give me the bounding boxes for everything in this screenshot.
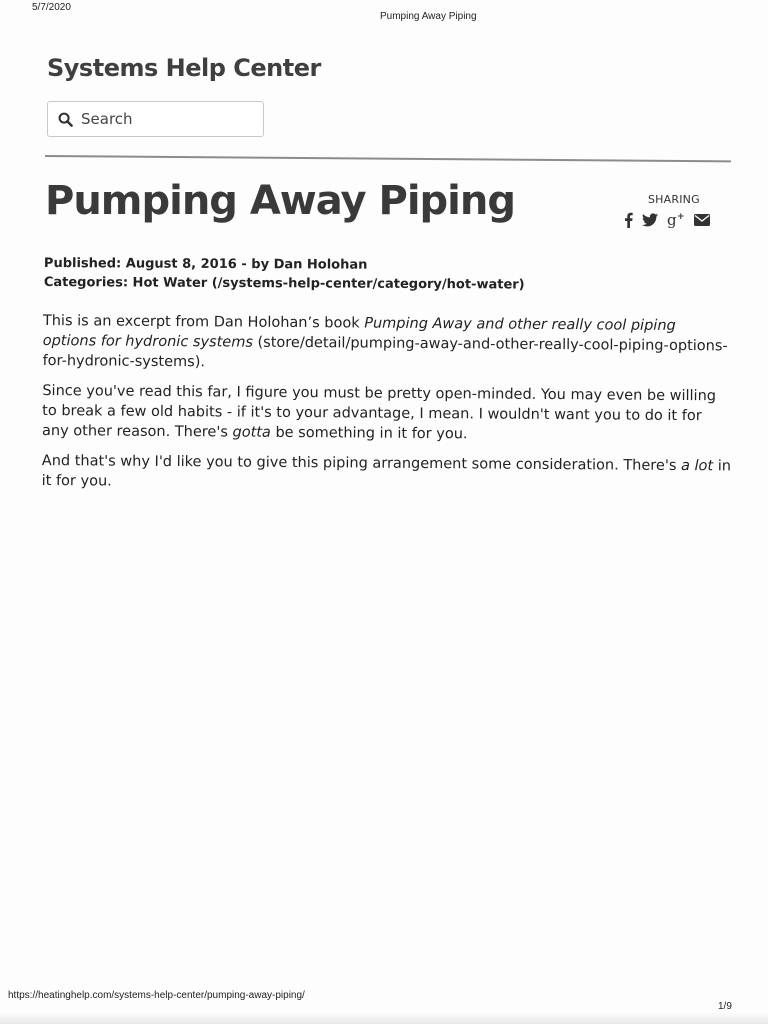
paragraph — [43, 311, 733, 376]
svg-text:g: g — [667, 212, 677, 228]
google-plus-icon[interactable] — [667, 212, 685, 228]
paragraph-text: (store/detail/pumping-away-and-other-really-cool-piping-options-for-hydronic-systems). — [42, 334, 728, 371]
article-meta — [44, 254, 525, 295]
header-divider — [45, 155, 731, 162]
emphasis-text: gotta — [232, 424, 271, 441]
search-icon — [58, 112, 73, 127]
book-title-link[interactable]: Pumping Away and other really cool piping options for hydronic systems — [42, 315, 676, 351]
search-input[interactable] — [81, 110, 241, 128]
svg-text:+: + — [677, 212, 685, 222]
print-page-number: 1/9 — [718, 1001, 732, 1012]
facebook-icon[interactable] — [624, 212, 633, 228]
paragraph-text: be something in it for you. — [270, 424, 468, 443]
emphasis-text: a lot — [680, 458, 714, 475]
site-title[interactable]: Systems Help Center — [47, 54, 321, 82]
published-line: Published: August 8, 2016 - by Dan Holohan — [43, 255, 368, 273]
email-icon[interactable] — [694, 214, 710, 226]
sharing-label: SHARING — [648, 193, 700, 206]
twitter-icon[interactable] — [642, 213, 658, 227]
categories-line[interactable]: Categories: Hot Water (/systems-help-center/category/hot-water) — [43, 274, 525, 293]
print-footer-url: https://heatinghelp.com/systems-help-center/pumping-away-piping/ — [8, 990, 305, 1001]
paragraph-text: in it for you. — [41, 458, 732, 490]
print-date: 5/7/2020 — [32, 2, 71, 13]
article-title: Pumping Away Piping — [45, 178, 516, 224]
search-box[interactable] — [47, 101, 264, 137]
paragraph — [42, 451, 732, 496]
print-page-title: Pumping Away Piping — [380, 11, 477, 22]
paragraph — [42, 381, 732, 446]
paragraph-text: This is an excerpt from Dan Holohan’s book — [42, 312, 365, 332]
share-icons — [624, 212, 710, 228]
paragraph-text: Since you've read this far, I figure you must be pretty open-minded. You may even be willing to break a few old habits - if it's to your advantage, I mean. I wouldn't want you to do it for any other reason. There's — [41, 382, 717, 441]
article-body — [42, 311, 733, 506]
paragraph-text: And that's why I'd like you to give this piping arrangement some consideration. There's — [41, 452, 682, 475]
scan-edge — [0, 1012, 768, 1024]
